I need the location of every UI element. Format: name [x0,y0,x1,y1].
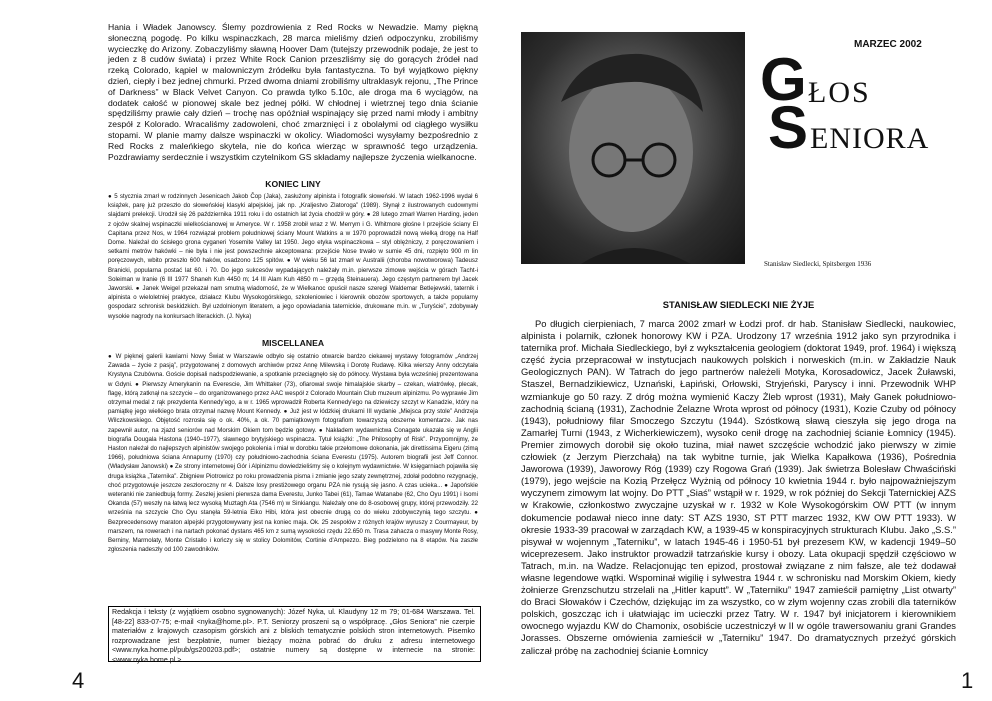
masthead-initial-s: S [768,94,809,161]
heading-miscellanea: MISCELLANEA [261,338,325,348]
article-body: Po długich cierpieniach, 7 marca 2002 zmarł w Łodzi prof. dr hab. Stanisław Siedlecki, naukowiec, alpinista i polarnik, członek honorowy KW i PZA. Urodzony 17 września 1912 jako syn przyrodnika i taternika prof. Michała Siedleckiego, był z wykształcenia geologiem (doktorat 1949, prof. 1964) i większą część życia przepracował w instytucjach naukowych polskich i norweskich (m.in. w Zakładzie Nauk Geologicznych PAN). W Tatrach do jego partnerów należeli Motyka, Korosadowicz, Jacek Żuławski, Staszel, Bernadzikiewicz, Uznański, Łapiński, Orłowski, Stryjeński, Paryscy i inni. Przewodnik WHP wzmiankuje go 50 razy. Z dróg można wymienić Kaczy Żleb wprost (1931), Mały Ganek południowo-zachodnią ścianą (1931), Zachodnie Żelazne Wrota wprost od północy (1931), Kozie Czuby od północy (1943), południowy filar Smoczego Szczytu (1944). Szóstkową sławą cieszyła się jego droga na Zamarłej Turni (1943, z Wicherkiewiczem), wysoko cenił drogę na zachodniej ścianie Łomnicy (1945). Premier zimowych dorobił się około tuzina, miał nawet szczęście wchodzić jako pierwszy w zimie człowiek (z Jerzym Pierzchałą) na tak wybitne turnie, jak Wielka Kapałkowa (1936), Pośrednia Jaworowa (1939), Jaworowy Róg (1939) czy Rogowa Grań (1939). Jak świetrza Bolesław Chwaściński (1979), jego wejście na Kozią Przełęcz Wyżnią od północy 10 kwietnia 1944 r. było najpoważniejszym wyczynem zimowym lat wojny. Do PTT „Siaś” wstąpił w r. 1929, w rok później do Sekcji Taternickiej AZS w Krakowie, członkostwo zwyczajne uzyskał w r. 1932 w Kole Wysokogórskim OW PTT (w innym dokumencie podawał nieco inne daty: ST AZS 1930, ST PTT marzec 1932, KW OW PTT 1933). W okresie 1933-39 pracował w zarządach KW, a 1939-45 w konspiracyjnych strukturach Klubu. Jako „S.S.” pisywał w wojennym „Taterniku”, w latach 1945-46 i 1950-51 był prezesem KW, w kadencji 1949–50 wiceprezesem. Jako instruktor prowadził tatrzańskie kursy i obozy. Lata okupacji spędził częściowo w Tatrach, m.in. na Wadze. Relacjonując ten epizod, prostował związane z nim fałsze, ale też dodawał własne legendowe wątki. Wspominał wigilię i sylwestra 1944 r. w schronisku nad Morskim Okiem, kiedy żołnierze Grenzschutzu strzelali na „Hitler kaputt”. W „Taterniku” 1947 zamieścił pamiętny „List otwarty” do Braci Słowaków i Czechów, dziękując im za wszystko, co w złym wojenny czas zrobili dla taterników polskich, goszcząc ich i ułatwiając im ucieczki przez Tatry. W r. 1947 był inicjatorem i kierownikiem owocnego wyjazdu KW do Chamonix, osobiście uczestniczył w II w ogóle trawersowaniu grani Grandes Jorasses. Obszerne omówienia zamieścił w „Taterniku” 1947. Do dramatycznych przeżyć górskich zaliczał próbę na zachodniej ścianie Łomnicy [521,318,956,656]
heading-koniec-liny: KONIEC LINY [265,179,321,189]
miscellanea-text: ● W pięknej galerii kawiarni Nowy Świat w Warszawie odbyło się ostatnio otwarcie bardzo ciekawej wystawy fotogramów „Andrzej Zawada – życie z pasją”, przygotowanej z domowych archiwów przez Annę Milewską i Dorotę Rudawę. Kilka wierszy Anny odczytała Krystyna Czubówna. Goście dopisali nadspodziewanie, a spotkanie przeciągnęło się do północy. Wystawa była wcześniej prezentowana w Gdyni. ● Pierwszy Amerykanin na Everescie, Jim Whittaker (73), ofiarował swoje himalajskie skarby – czekan, wiatrówkę, plecak, flagę, którą zatknął na szczycie – do organizowanego przez AAC wespół z Colorado Mountain Club muzeum alpinizmu. Po wyprawie Jim otrzymał medal z rąk prezydenta Kennedy'ego, a w r. 1965 wprowadził Roberta Kennedy'ego na dziewiczy szczyt w Kanadzie, który na pamiątkę jego wielkiego brata otrzymał nazwę Mount Kennedy. ● Już jest w łódzkiej drukarni III wydanie „Miejsca przy stole” Andrzeja Wilczkowskiego. Objętość rozrosła się o ok. 40%, a ok. 70 pamiątkowym fotografiom towarzyszą obszerne komentarze. Jak nas zapewnił autor, na zjazd seniorów nad Morskim Okiem tom będzie gotowy. ● Nakładem wydawnictwa Conagate ukazała się w Anglii biografia Dougala Hastona (1940–1977), sławnego brytyjskiego wspinacza. Tytuł książki: „The Philosophy of Risk”. Przypomnijmy, że Haston należał do najlepszych alpinistów swojego pokolenia i miał w dorobku takie przełomowe dokonania, jak direttissima Eigeru (zimą 1966), południowa ściana Annapurny (1970) czy południowo-zachodnia ściana Everestu (1975). Autorem biografii jest Jeff Connor. (Władysław Janowski) ● Ze strony internetowej Gór i Alpinizmu dowiedzieliśmy się o kolejnym wydawnictwie. W księgarniach pojawiła się druga książka „Taternika”. Zbigniew Piotrowicz po roku prowadzenia pisma i zmianie jego szaty zewnętrznej, zdołał podobno rezygnację, choć przygotowuje jeszcze zeszłoroczny nr 4. Dalsze losy prestiżowego organu PZA nie rysują się jasno. A czas ucieka... ● Japońskie weteranki nie zaniedbują formy. Zeszłej jesieni pierwsza dama Everestu, Junko Tabei (61), Tamae Watanabe (62, Cho Oyu 1991) i Isomi Okanda (57) weszły na łatwą lecz wysoką Muztagh Ata (7546 m) w Sinkiangu. Należały one do 8-osobowej grupy, której przewodziły. 22 września na szczycie Cho Oyu stanęła 59-letnia Eiko Hibi, która jest obecnie drugą co do wieku zdobywczynią tego szczytu. ● Bezprecedensowy maraton alpejski przygotowywany jest na koniec maja. Ok. 25 zespołów z różnych krajów wyruszy z Courmayeur, by marszem, na rowerach i na nartach pokonać dystans 465 km z sumą wysokości rzędu 22.650 m. Trasa zahacza o masywy Monte Rosy, Berniny, Marmolaty, Monte Cristallo i kończy się w stolicy Dolomitów, Cortinie d'Ampezzo. Bieg podzielono na 8 etapów. Na zaszłe zgłoszenia nadeszły od 100 zawodników. [108,353,478,554]
issue-date: MARZEC 2002 [854,39,922,50]
page-number-left: 4 [72,668,85,693]
editorial-footer-text: Redakcja i teksty (z wyjątkiem osobno sygnowanych): Józef Nyka, ul. Klaudyny 12 m 79; 01-684 Warszawa. Tel. [48-22] 833-07-75; e-mail <nyka@home.pl>. P.T. Seniorzy proszeni są o współpracę. „Głos Seniora” nie czerpie materiałów z krajowych czasopism górskich ani z bliskich tematycznie polskich stron internetowych. Pisemko rozprowadzane jest bezpłatnie, numer bieżący można pobrać do druku z adresu internetowego <www.nyka.home.pl/pub/gs200203.pdf>; ostatnie numery są dostępne w internecie na stronie: <www.nyka.home.pl.>. [112,608,475,664]
page-number-right: 1 [961,668,974,693]
masthead-initial-g: G [760,46,807,113]
portrait-illustration [521,32,745,264]
article-title: STANISŁAW SIEDLECKI NIE ŻYJE [662,299,815,310]
portrait-photo [521,32,745,264]
greeting-letter: Hania i Władek Janowscy. Ślemy pozdrowienia z Red Rocks w Newadzie. Mamy piękną słoneczną pogodę. Po kilku wspinaczkach, 28 marca mieliśmy dzień odpoczynku, zrobiliśmy wycieczkę do Arizony. Zobaczyliśmy sławną Hoover Dam (tutejszy przewodnik podaje, że jest to jeden z 8 cudów świata) i przez White Rock Canion przeszliśmy się do gorących źródeł nad rzeką Colorado, kąpiel w malowniczym źródełku była fantastyczna. To był wyjątkowo piękny dzień, ciepły i bez jednej chmurki. Przed dwoma dniami zrobiliśmy ultraklasyk rejonu, „The Prince of Darkness” w Black Velvet Canyon. Co prawda tylko 5.10c, ale droga ma 6 wyciągów, na dodatek całość w pionowej skale bez jednej półki. W chłodnej i wietrznej tego dnia ścianie spędziliśmy prawie cały dzień – trochę nas opóźniał wspinający się przed nami młody i ambitny zespół z Kolorado. Wracaliśmy zadowoleni, choć zmarznięci i z obolałymi od ciągłego wysiłku stopami. W planie mamy dalsze wspinaczki w okolicy. Wiadomości wysyłamy bezpośrednio z Red Rocks z maleńkiego skytela, nie do końca wierząc w sprawność tego urządzenia. Pozdrawiamy serdecznie i wszystkim czytelnikom GS składamy najlepsze życzenia wielkanocne. [108,22,478,162]
masthead [760,46,960,161]
photo-caption: Stanisław Siedlecki, Spitsbergen 1936 [764,260,872,268]
koniec-liny-text: ● 5 stycznia zmarł w rodzinnych Jesenicach Jakob Čop (Jaka), zasłużony alpinista i fotografik słoweński. W latach 1962-1996 wydał 6 książek, parę już przeszło do słoweńskiej klasyki alpejskiej, jak np. „Kraljestvo Zlatoroga” (1989). Słynął z ilustrowanych cudownymi slajdami prelekcji. Urodził się 26 października 1911 roku i do ostatnich lat życia chodził w góry. ● 28 lutego zmarł Warren Harding, jeden z ojców skalnej wspinaczki wielkościanowej w Ameryce. W r. 1958 zrobił wraz z W. Merrym i G. Whitmore głośne I przejście ściany El Capitana przez Nos, w 1964 rozwiązał problem południowej ściany Mount Watkins a w 1970 poprowadził nową wielką drogę na Half Dome. Należał do ścisłego grona cyganeri Yosemite Valley lat 1950. Jego etyka wspinaczkowa – styl oblężniczy, z poręczowaniem i setkami metrów hakówki – nie była i nie jest powszechnie akceptowana: przejście Nose trwało w sumie 45 dni, rozpięto 900 m lin poręczowych, wbito przeszło 600 haków, osadzono 125 spitów. ● W wieku 56 lat zmarł w Australii (choroba nowotworowa) Tadeusz Branicki, popularna postać lat 60. i 70. Do jego sukcesów wypadających należały m.in. pierwsze zimowe wejścia w górach Tacht-i Soleiman w Iranie (6 III 1977 Shaneh Kuh 4450 m; 14 III Alam Kuh 4850 m – grzędą Steinauera). Jego częstym partnerem był Jacek Jaworski. ● Janek Weigel przekazał nam smutną wiadomość, że w Wielkanoc opuścił nasze szeregi Waldemar Betlejewski, taternik i alpinista o wieloletniej praktyce, działacz Klubu Wysokogórskiego, szkoleniowiec i kierownik obozów sportowych, a także popularny gospodarz schronisk beskidzkich. Był uzdolnionym literatem, a jego opowiadania taternickie, drukowane m.in. w „Turyście”, zdobywały wysokie nagrody na konkursach literackich. (J. Nyka) [108,193,478,320]
masthead-los: ŁOS [808,76,871,109]
masthead-seniora: ENIORA [810,122,930,155]
